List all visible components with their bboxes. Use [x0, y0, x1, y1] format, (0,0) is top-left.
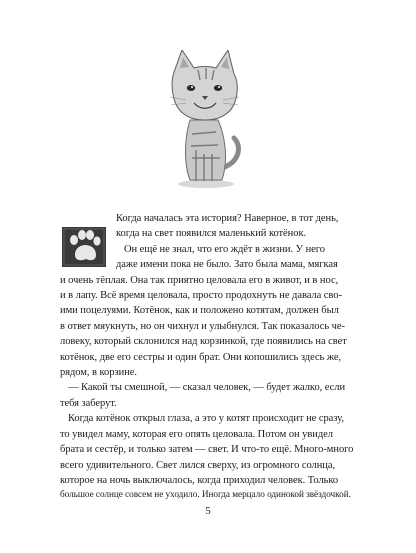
kitten-illustration [160, 50, 250, 190]
text-line: брата и сестёр, и только затем — свет. И что-то ещё. Много-много [60, 444, 354, 456]
text-line: — Какой ты смешной, — сказал человек, — будет жалко, если [68, 382, 346, 394]
text-line: большое солнце совсем не уходило. Иногда мерцало одинокой звёздочкой. [60, 490, 351, 501]
text-line: Когда котёнок открыл глаза, а это у котят происходит не сразу, [68, 413, 344, 425]
text-line: ловеку, который склонился над корзинкой, где появились на свет [60, 336, 347, 348]
text-line: рядом, в корзине. [60, 367, 137, 379]
text-line: которое на ночь выключалось, когда приходил человек. Только [60, 474, 339, 486]
story-text [60, 211, 357, 504]
text-line: котёнок, две его сестры и один брат. Они копошились здесь же, [60, 351, 342, 363]
text-line: Он ещё не знал, что его ждёт в жизни. У него [124, 243, 325, 255]
text-line: то увидел маму, которая его опять целовала. Потом он увидел [60, 428, 333, 440]
text-line: даже имени пока не было. Зато была мама, мягкая [116, 259, 338, 271]
text-line: и в лапу. Всё время целовала, просто продохнуть не давала сво- [60, 290, 342, 302]
text-line: Когда началась эта история? Наверное, в тот день, [116, 213, 339, 224]
text-line: тебя заберут. [60, 397, 117, 409]
text-line: когда на свет появился маленький котёнок. [116, 228, 307, 240]
page-number: 5 [205, 505, 211, 517]
text-line: в ответ мяукнуть, но он чихнул и улыбнулся. Так показалось че- [60, 320, 345, 332]
text-line: ими поцелуями. Котёнок, как и положено котятам, должен был [60, 305, 339, 317]
text-line: всего удивительного. Свет лился сверху, из огромного солнца, [60, 459, 336, 471]
text-line: и очень тёплая. Она так приятно целовала его в живот, и в нос, [60, 274, 339, 286]
